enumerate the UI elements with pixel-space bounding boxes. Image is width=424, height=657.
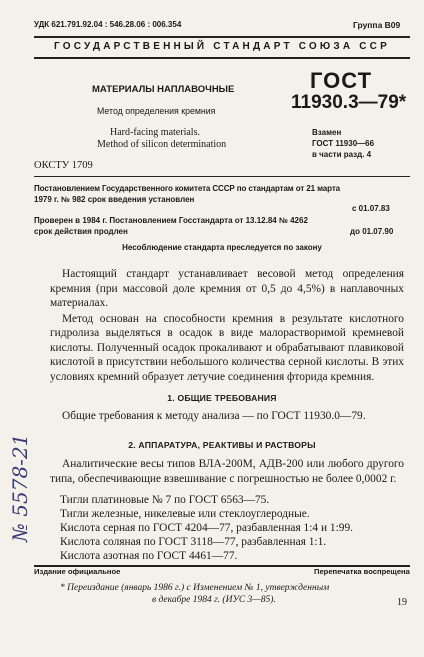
intro-paragraph-1: Настоящий стандарт устанавливает весовой метод определения кремния (при массовой доле кремния от 0,5 до 4,5%) в наплавочных материалах. <box>50 268 404 309</box>
handwritten-margin-note <box>2 380 32 550</box>
banner-rule <box>34 57 410 59</box>
title-ru: МАТЕРИАЛЫ НАПЛАВОЧНЫЕ <box>92 84 235 95</box>
udk-code: УДК 621.791.92.04 : 546.28.06 : 006.354 <box>34 20 182 29</box>
okstu-code: ОКСТУ 1709 <box>34 160 93 171</box>
decree-date-ext: до 01.07.90 <box>350 227 394 236</box>
reprint-forbidden: Перепечатка воспрещена <box>314 567 410 576</box>
replaces-label: Взамен <box>312 128 342 137</box>
section-1-text: Общие требования к методу анализа — по ГОСТ 11930.0—79. <box>62 410 366 422</box>
decree-line3: Проверен в 1984 г. Постановлением Госстандарта от 13.12.84 № 4262 <box>34 216 308 225</box>
title-en-line2: Method of silicon determination <box>97 139 227 150</box>
group-code: Группа В09 <box>353 20 401 30</box>
decree-line1: Постановлением Государственного комитета СССР по стандартам от 21 марта <box>34 184 341 193</box>
reagent-item-5: Кислота азотная по ГОСТ 4461—77. <box>60 550 238 562</box>
title-rule <box>34 176 410 177</box>
margin-note-text: № 5578-21 <box>8 433 32 542</box>
intro-text <box>50 267 404 384</box>
gost-number: 11930.3—79* <box>291 92 407 113</box>
reagent-item-3: Кислота серная по ГОСТ 4204—77, разбавленная 1:4 и 1:99. <box>60 522 353 534</box>
decree-line4: срок действия продлен <box>34 227 128 236</box>
footnote-line2: в декабре 1984 г. (ИУС 3—85). <box>152 595 276 605</box>
section-2-heading: 2. АППАРАТУРА, РЕАКТИВЫ И РАСТВОРЫ <box>128 440 316 450</box>
footnote-line1: * Переиздание (январь 1986 г.) с Изменением № 1, утвержденным <box>60 583 330 593</box>
subtitle-ru: Метод определения кремния <box>97 106 216 116</box>
reagent-item-2: Тигли железные, никелевые или стеклоуглеродные. <box>60 508 310 520</box>
standard-banner: ГОСУДАРСТВЕННЫЙ СТАНДАРТ СОЮЗА ССР <box>54 41 390 52</box>
top-rule <box>34 36 410 38</box>
title-en-line1: Hard-facing materials. <box>110 127 200 138</box>
reagent-item-4: Кислота соляная по ГОСТ 3118—77, разбавленная 1:1. <box>60 536 327 548</box>
replaces-section: в части разд. 4 <box>312 150 372 159</box>
section-2-intro <box>50 457 404 486</box>
decree-date-in: с 01.07.83 <box>352 204 390 213</box>
balance-paragraph: Аналитические весы типов ВЛА-200М, АДВ-200 или любого другого типа, обеспечивающие взвешивание с погрешностью не более 0,0002 г. <box>50 458 404 485</box>
reagent-item-1: Тигли платиновые № 7 по ГОСТ 6563—75. <box>60 494 270 506</box>
replaces-gost: ГОСТ 11930—66 <box>312 139 375 148</box>
gost-label: ГОСТ <box>310 68 373 93</box>
intro-paragraph-2: Метод основан на способности кремния в результате кислотного гидролиза выделяться в осадок в виде малорастворимой кремневой кислоты. Полученный осадок прокаливают и обрабатывают плавиковой кислотой в присутствии небольшого количества серной кислоты. В этих условиях кремний образует летучие соединения фторида кремния. <box>50 312 404 383</box>
decree-line2: 1979 г. № 982 срок введения установлен <box>34 195 195 204</box>
section-1-heading: 1. ОБЩИЕ ТРЕБОВАНИЯ <box>167 393 277 403</box>
law-warning: Несоблюдение стандарта преследуется по закону <box>122 243 322 252</box>
page-number: 19 <box>397 597 407 608</box>
official-edition: Издание официальное <box>34 567 121 576</box>
